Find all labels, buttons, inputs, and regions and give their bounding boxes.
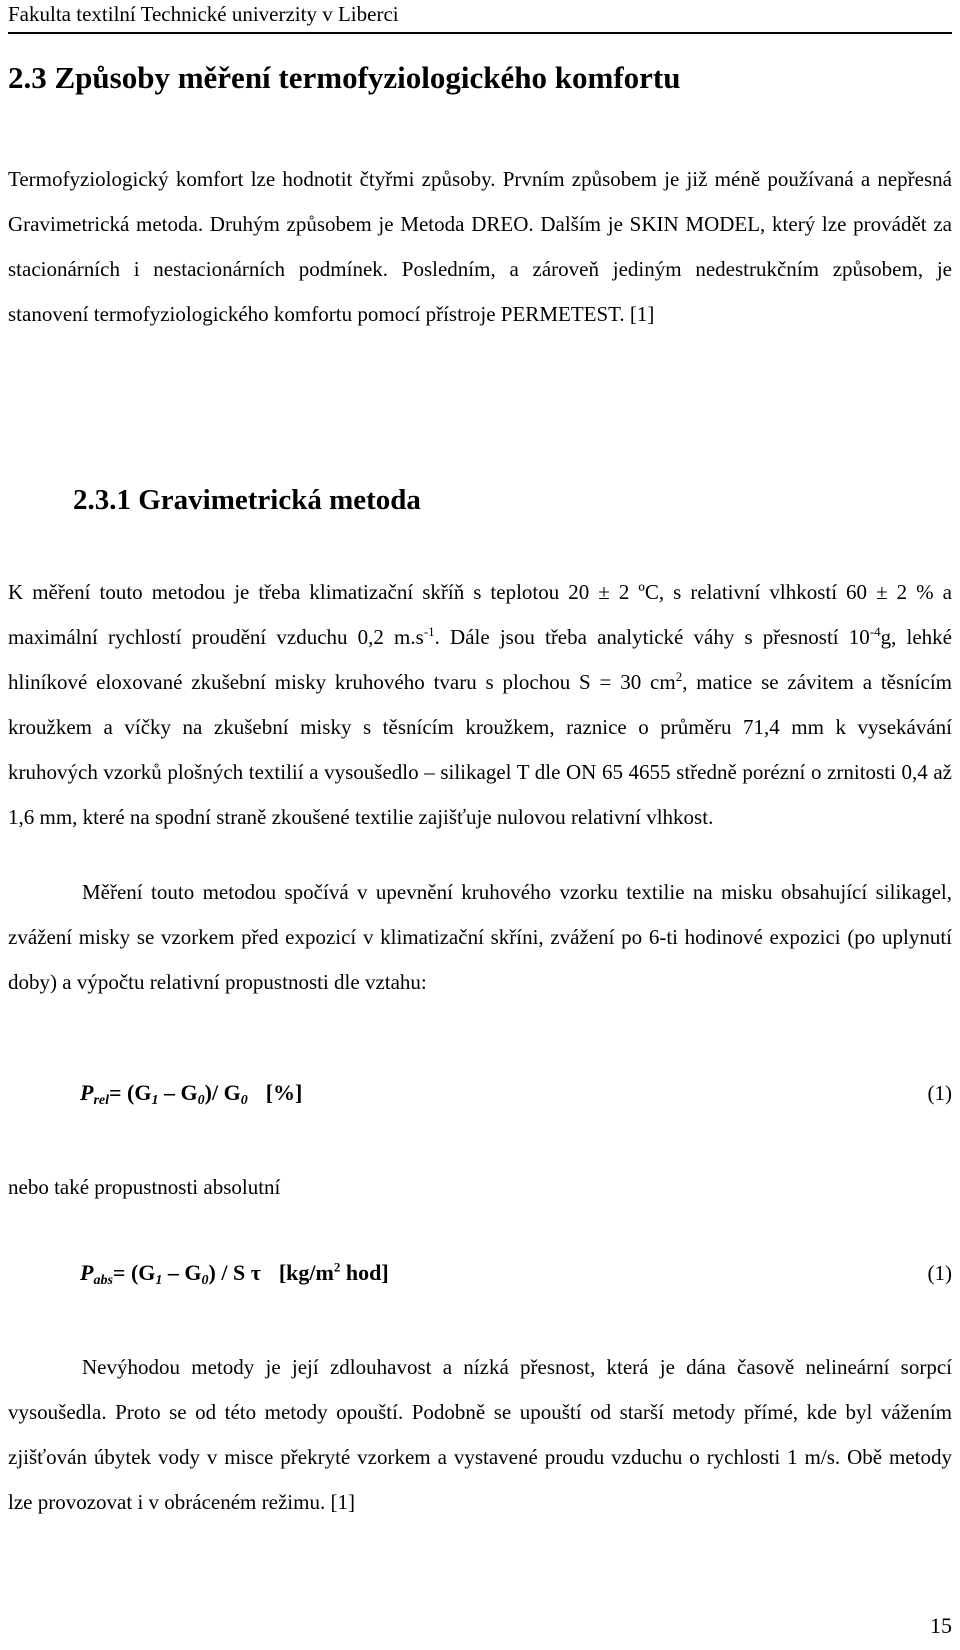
exponent-1: -1 xyxy=(423,624,435,639)
procedure-paragraph: Měření touto metodou spočívá v upevnění kruhového vzorku textilie na misku obsahující silikagel, zvážení misky se vzorkem před expozicí v klimatizační skříni, zvážení po 6-ti hodinové expozici (po uplynutí doby) a výpočtu relativní propustnosti dle vztahu: xyxy=(8,880,952,994)
formula1-sub-0: 0 xyxy=(197,1093,205,1108)
subsection-heading: 2.3.1 Gravimetrická metoda xyxy=(73,484,421,516)
formula2-minus: – G xyxy=(162,1260,202,1285)
formula2-unit xyxy=(279,1260,389,1285)
equation-number-2: (1) xyxy=(927,1261,952,1285)
formula1-div: )/ G xyxy=(204,1080,241,1105)
formula2-sub-abs: abs xyxy=(93,1273,113,1288)
formula2-div: ) / S τ xyxy=(208,1260,261,1285)
formula1-sub-rel: rel xyxy=(93,1093,110,1108)
conclusion-paragraph: Nevýhodou metody je její zdlouhavost a nízká přesnost, která je dána časově nelineární sorpcí vysoušedla. Proto se od této metody opouští. Podobně se upouští od starší metody přímé, kde byl vážením zjišťován úbytek vody v misce překryté vzorkem a vystavené proudu vzduchu o rychlosti 1 m/s. Obě metody lze provozovat i v obráceném režimu. [1] xyxy=(8,1355,952,1514)
equipment-text-2: . Dále jsou třeba analytické váhy s přesností 10 xyxy=(434,625,870,649)
formula2-unit-exponent: 2 xyxy=(333,1259,341,1275)
equipment-paragraph xyxy=(8,570,952,840)
formula-absolute-permeability xyxy=(80,1258,389,1296)
absolute-permeability-intro: nebo také propustnosti absolutní xyxy=(8,1175,281,1199)
formula2-sub-1: 1 xyxy=(155,1273,163,1288)
formula2-eq: = (G xyxy=(112,1260,156,1285)
exponent-2: -4 xyxy=(869,624,881,639)
page-number: 15 xyxy=(930,1613,952,1638)
running-header: Fakulta textilní Technické univerzity v Liberci xyxy=(8,0,952,34)
section-heading: 2.3 Způsoby měření termofyziologického komfortu xyxy=(8,60,681,95)
equipment-text-1: K měření touto metodou je třeba klimatizační skříň s teplotou 20 ± 2 ºC, s relativní vlhkostí 60 ± 2 % a maximální rychlostí proudění vzduchu 0,2 m.s xyxy=(8,580,952,649)
formula1-sub-1: 1 xyxy=(151,1093,159,1108)
formula-relative-permeability xyxy=(80,1078,302,1116)
formula2-unit-start: [kg/m xyxy=(278,1260,334,1285)
formula1-symbol-p: P xyxy=(80,1080,94,1105)
formula2-unit-end: hod] xyxy=(340,1260,389,1285)
intro-paragraph: Termofyziologický komfort lze hodnotit čtyřmi způsoby. Prvním způsobem je již méně používaná a nepřesná Gravimetrická metoda. Druhým způsobem je Metoda DREO. Dalším je SKIN MODEL, který lze provádět za stacionárních i nestacionárních podmínek. Posledním, a zároveň jediným nedestrukčním způsobem, je stanovení termofyziologického komfortu pomocí přístroje PERMETEST. [1] xyxy=(8,167,952,326)
formula1-sub-0b: 0 xyxy=(240,1093,248,1108)
equipment-text-4: , matice se závitem a těsnícím kroužkem a víčky na zkušební misky s těsnícím kroužkem, raznice o průměru 71,4 mm k vysekávání kruhových vzorků plošných textilií a vysoušedlo – silikagel T dle ON 65 4655 středně porézní o zrnitosti 0,4 až 1,6 mm, které na spodní straně zkoušené textilie zajišťuje nulovou relativní vlhkost. xyxy=(8,670,952,829)
formula2-sub-0: 0 xyxy=(201,1273,209,1288)
equipment-text-3: g, lehké hliníkové eloxované zkušební misky kruhového tvaru s plochou S = 30 cm xyxy=(8,625,952,694)
formula2-symbol-p: P xyxy=(80,1260,94,1285)
formula1-eq: = (G xyxy=(109,1080,152,1105)
formula1-unit: [%] xyxy=(265,1080,303,1105)
equation-number-1: (1) xyxy=(927,1081,952,1105)
exponent-3: 2 xyxy=(675,669,683,684)
formula1-minus: – G xyxy=(158,1080,198,1105)
